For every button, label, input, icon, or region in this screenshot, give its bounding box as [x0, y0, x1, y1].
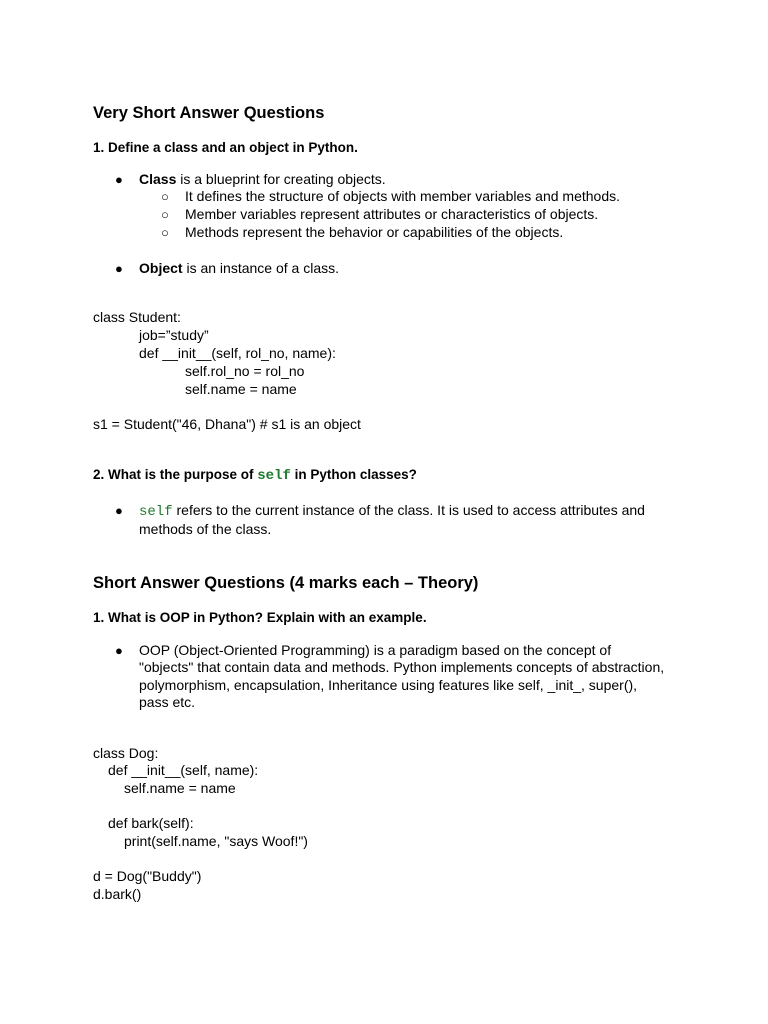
question-2-title-suffix: in Python classes? — [290, 467, 417, 482]
self-keyword: self — [139, 504, 173, 520]
code-line-rol-no: self.rol_no = rol_no — [185, 363, 305, 379]
class-definition-bullet — [139, 171, 386, 189]
question-2-title — [93, 467, 417, 484]
sub-bullet-circle: ○ — [161, 225, 169, 240]
code-line-instance: s1 = Student("46, Dhana") # s1 is an object — [93, 416, 361, 432]
bullet-dot: ● — [115, 503, 123, 518]
code-line-dog-bark-call: d.bark() — [93, 886, 142, 902]
question-1-title: 1. Define a class and an object in Python. — [93, 140, 358, 155]
code-line-bark-print: print(self.name, "says Woof!") — [124, 833, 308, 849]
code-line-bark-def: def bark(self): — [108, 815, 194, 831]
self-keyword: self — [257, 468, 291, 484]
self-explanation-text: refers to the current instance of the class. It is used to access attributes and — [172, 502, 645, 518]
object-term: Object — [139, 260, 183, 276]
self-explanation-line-2: methods of the class. — [139, 521, 272, 537]
sub-bullet-circle: ○ — [161, 189, 169, 204]
code-line-class-dog: class Dog: — [93, 745, 159, 761]
sub-item-member-variables: Member variables represent attributes or characteristics of objects. — [185, 206, 599, 222]
object-definition-text: is an instance of a class. — [182, 260, 339, 276]
class-term: Class — [139, 171, 177, 187]
object-definition-bullet — [139, 260, 339, 278]
class-definition-text: is a blueprint for creating objects. — [176, 171, 386, 187]
bullet-dot: ● — [115, 643, 123, 658]
section-heading-very-short: Very Short Answer Questions — [93, 104, 325, 122]
sub-item-methods: Methods represent the behavior or capabilities of the objects. — [185, 224, 564, 240]
code-line-class-student: class Student: — [93, 309, 181, 325]
sub-bullet-circle: ○ — [161, 207, 169, 222]
question-oop-title: 1. What is OOP in Python? Explain with an example. — [93, 610, 427, 625]
section-heading-short-answer: Short Answer Questions (4 marks each – Theory) — [93, 574, 479, 592]
oop-explanation-line-3: polymorphism, encapsulation, Inheritance using features like self, _init_, super(), — [139, 677, 638, 693]
self-explanation-line-1 — [139, 502, 645, 522]
code-line-dog-init: def __init__(self, name): — [108, 762, 259, 778]
code-line-dog-name: self.name = name — [124, 780, 236, 796]
oop-explanation-line-4: pass etc. — [139, 694, 196, 710]
bullet-dot: ● — [115, 261, 123, 276]
oop-explanation-line-2: "objects" that contain data and methods. Python implements concepts of abstraction, — [139, 659, 665, 675]
code-line-init: def __init__(self, rol_no, name): — [139, 345, 336, 361]
code-line-name: self.name = name — [185, 381, 297, 397]
code-line-job: job=”study” — [139, 327, 209, 343]
oop-explanation-line-1: OOP (Object-Oriented Programming) is a paradigm based on the concept of — [139, 642, 612, 658]
question-2-title-prefix: 2. What is the purpose of — [93, 467, 258, 482]
sub-item-structure: It defines the structure of objects with member variables and methods. — [185, 188, 620, 204]
code-line-dog-instance: d = Dog("Buddy") — [93, 868, 202, 884]
bullet-dot: ● — [115, 172, 123, 187]
